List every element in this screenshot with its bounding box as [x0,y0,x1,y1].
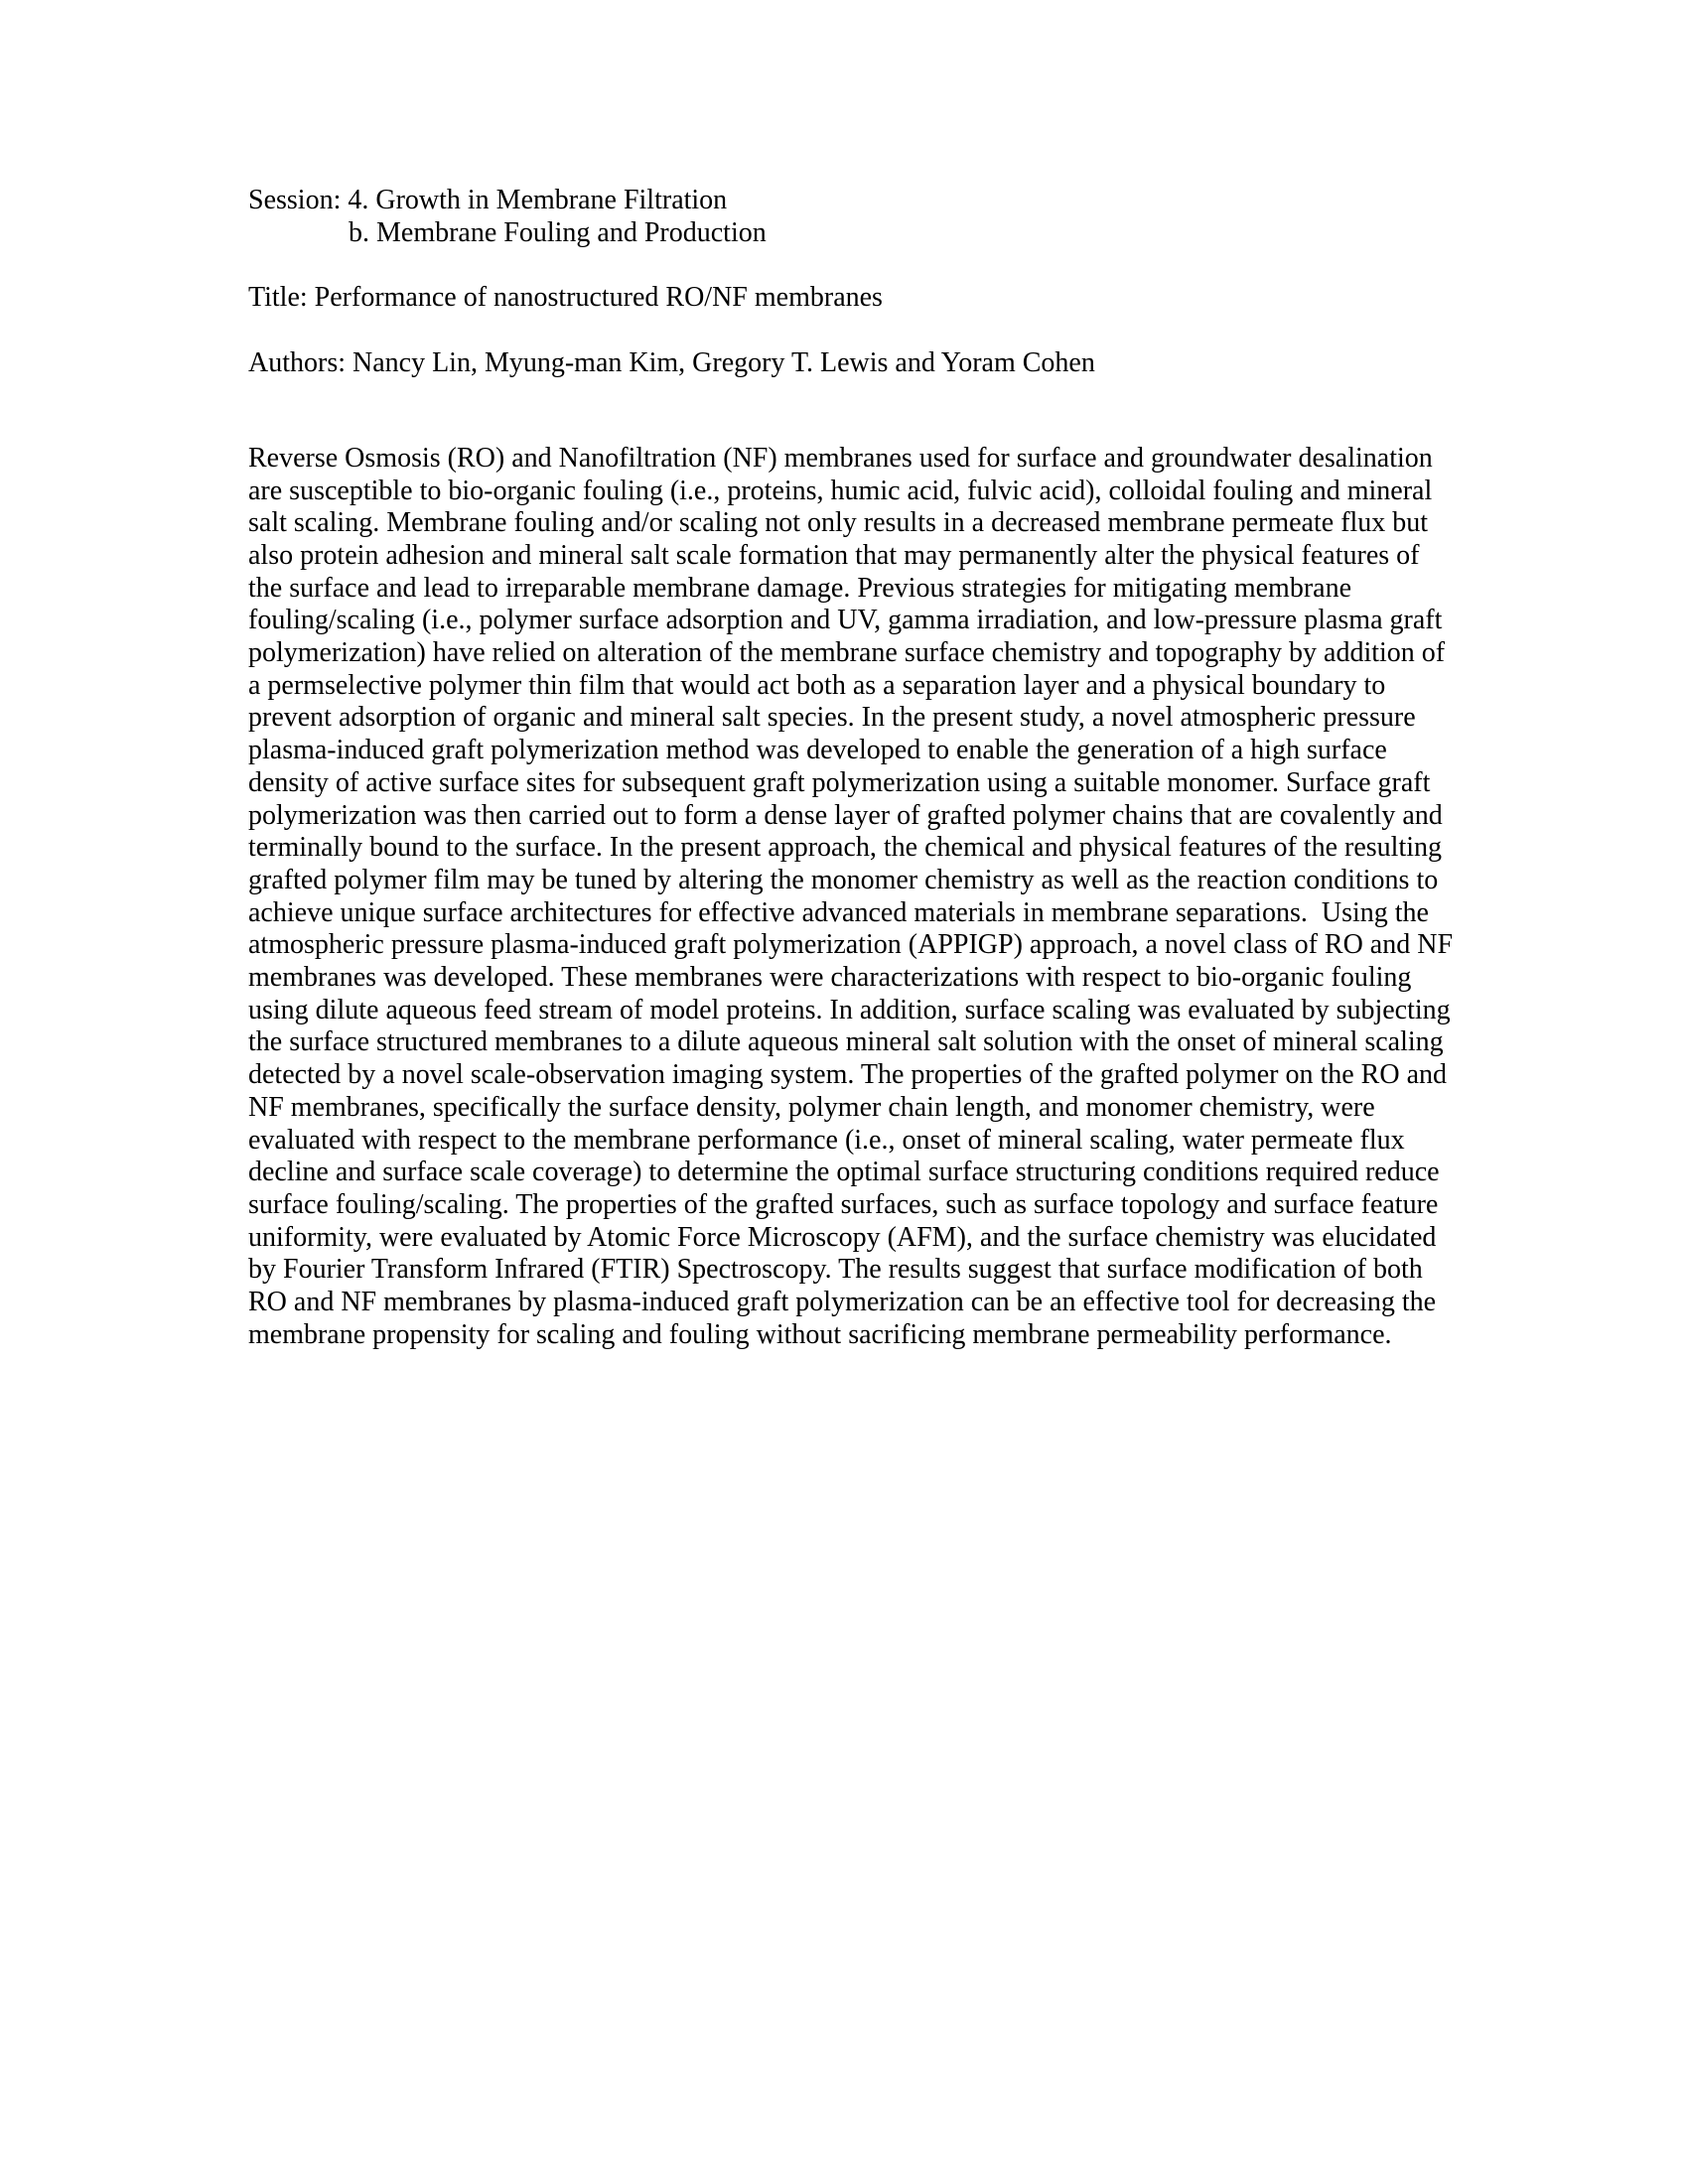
paper-title: Title: Performance of nanostructured RO/NF membranes [248,282,883,314]
session-line-1: Session: 4. Growth in Membrane Filtration [248,185,728,215]
authors-line: Authors: Nancy Lin, Myung-man Kim, Gregory T. Lewis and Yoram Cohen [248,347,1095,379]
abstract-paragraph: Reverse Osmosis (RO) and Nanofiltration (NF) membranes used for surface and groundwater desalination are susceptible to bio-organic fouling (i.e., proteins, humic acid, fulvic acid), colloidal fouling and mineral salt scaling. Membrane fouling and/or scaling not only results in a decreased membrane permeate flux but also protein adhesion and mineral salt scale formation that may permanently alter the physical features of the surface and lead to irreparable membrane damage. Previous strategies for mitigating membrane fouling/scaling (i.e., polymer surface adsorption and UV, gamma irradiation, and low-pressure plasma graft polymerization) have relied on alteration of the membrane surface chemistry and topography by addition of a permselective polymer thin film that would act both as a separation layer and a physical boundary to prevent adsorption of organic and mineral salt species. In the present study, a novel atmospheric pressure plasma-induced graft polymerization method was developed to enable the generation of a high surface density of active surface sites for subsequent graft polymerization using a suitable monomer. Surface graft polymerization was then carried out to form a dense layer of grafted polymer chains that are covalently and terminally bound to the surface. In the present approach, the chemical and physical features of the resulting grafted polymer film may be tuned by altering the monomer chemistry as well as the reaction conditions to achieve unique surface architectures for effective advanced materials in membrane separations. Using the atmospheric pressure plasma-induced graft polymerization (APPIGP) approach, a novel class of RO and NF membranes was developed. These membranes were characterizations with respect to bio-organic fouling using dilute aqueous feed stream of model proteins. In addition, surface scaling was evaluated by subjecting the surface structured membranes to a dilute aqueous mineral salt solution with the onset of mineral scaling detected by a novel scale-observation imaging system. The properties of the grafted polymer on the RO and NF membranes, specifically the surface density, polymer chain length, and monomer chemistry, were evaluated with respect to the membrane performance (i.e., onset of mineral scaling, water permeate flux decline and surface scale coverage) to determine the optimal surface structuring conditions required reduce surface fouling/scaling. The properties of the grafted surfaces, such as surface topology and surface feature uniformity, were evaluated by Atomic Force Microscopy (AFM), and the surface chemistry was elucidated by Fourier Transform Infrared (FTIR) Spectroscopy. The results suggest that surface modification of both RO and NF membranes by plasma-induced graft polymerization can be an effective tool for decreasing the membrane propensity for scaling and fouling without sacrificing membrane permeability performance. [248,442,1461,1350]
abstract-document [248,185,1461,1352]
session-line-2: b. Membrane Fouling and Production [349,216,767,248]
